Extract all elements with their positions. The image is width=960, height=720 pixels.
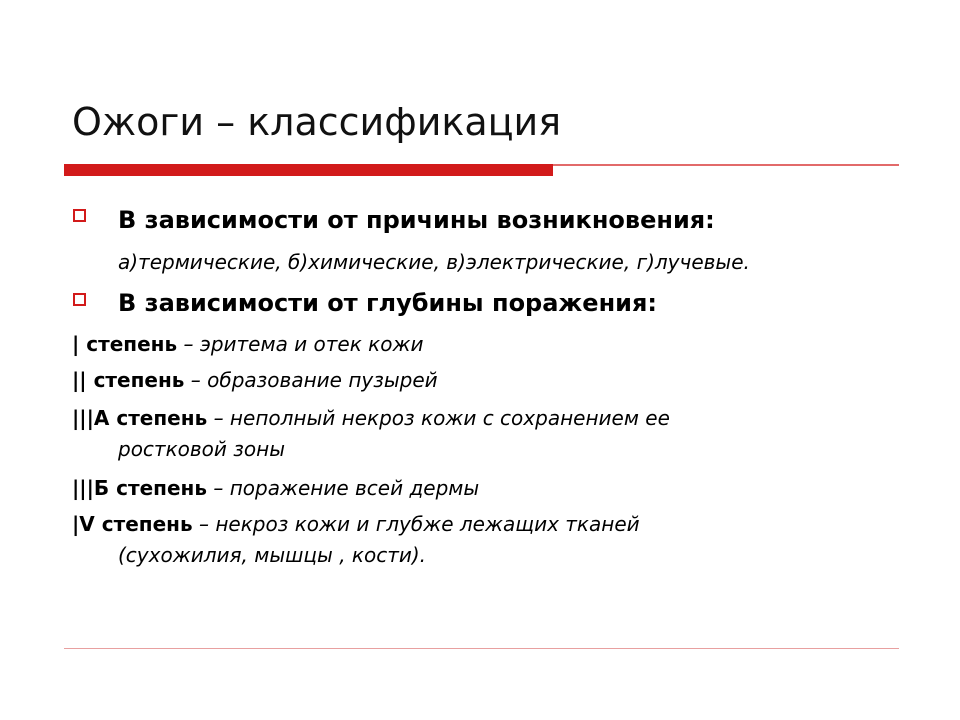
degree-description: – поражение всей дермы bbox=[206, 476, 480, 500]
bullet-heading-cause: В зависимости от причины возникновения: bbox=[118, 206, 715, 234]
degree-label: |||Б степень bbox=[72, 476, 207, 500]
degree-description: – эритема и отек кожи bbox=[177, 332, 424, 356]
degree-label: |V степень bbox=[72, 512, 193, 536]
degree-label: | степень bbox=[72, 332, 178, 356]
degree-description: – образование пузырей bbox=[184, 368, 438, 392]
degree-continuation: ростковой зоны bbox=[118, 437, 286, 461]
degree-line bbox=[72, 406, 670, 430]
degree-description: – неполный некроз кожи с сохранением ее bbox=[207, 406, 670, 430]
degree-line bbox=[72, 476, 479, 500]
slide-title: Ожоги – классификация bbox=[72, 100, 562, 144]
degree-label: || степень bbox=[72, 368, 185, 392]
degree-label: |||А степень bbox=[72, 406, 208, 430]
title-underline-thick bbox=[64, 164, 553, 176]
degree-continuation: (сухожилия, мышцы , кости). bbox=[118, 543, 427, 567]
hollow-square-bullet-icon bbox=[73, 209, 86, 222]
hollow-square-bullet-icon bbox=[73, 293, 86, 306]
degree-line bbox=[72, 368, 438, 392]
title-underline-thin bbox=[553, 164, 899, 166]
degree-line bbox=[72, 512, 640, 536]
footer-divider bbox=[64, 648, 899, 649]
bullet-heading-depth: В зависимости от глубины поражения: bbox=[118, 289, 657, 317]
degree-description: – некроз кожи и глубже лежащих тканей bbox=[192, 512, 640, 536]
degree-line bbox=[72, 332, 424, 356]
bullet-detail-cause: а)термические, б)химические, в)электрические, г)лучевые. bbox=[118, 250, 750, 274]
